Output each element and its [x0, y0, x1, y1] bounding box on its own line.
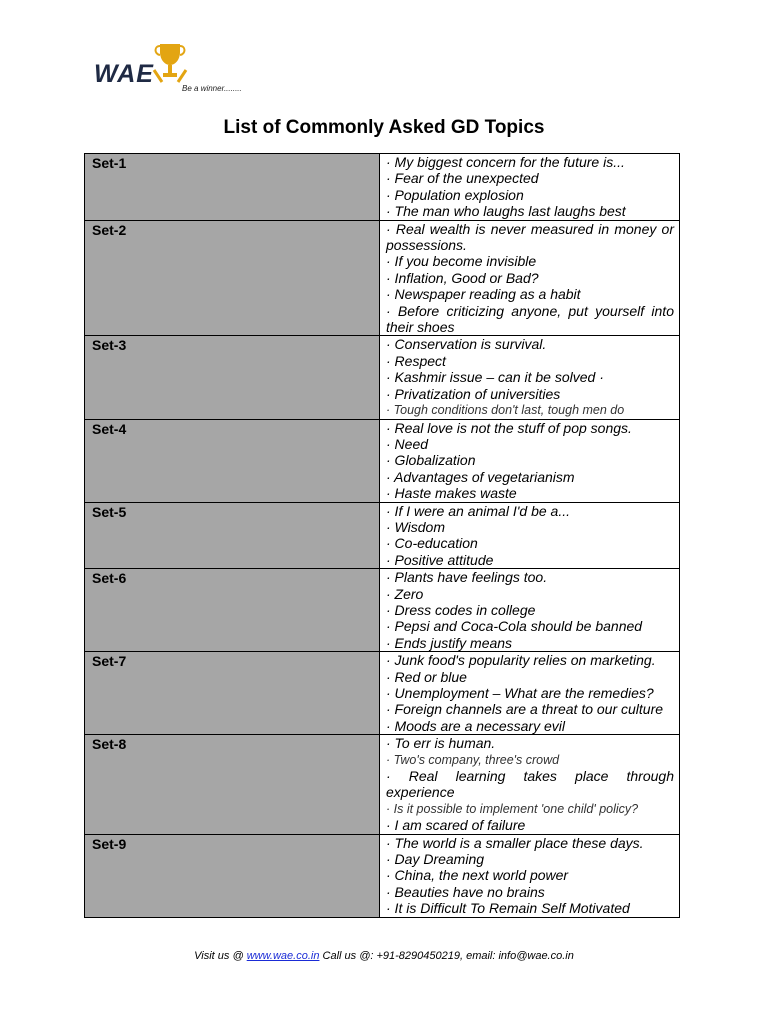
topic-item: · Globalization: [386, 452, 476, 469]
logo: [92, 40, 262, 100]
topic-item: · Kashmir issue – can it be solved ·: [386, 369, 604, 386]
page-title: List of Commonly Asked GD Topics: [223, 117, 545, 138]
topic-item: · Zero: [386, 585, 424, 602]
topic-item: · If you become invisible: [386, 253, 537, 270]
topic-item: · Positive attitude: [386, 551, 494, 568]
topic-item: · Advantages of vegetarianism: [386, 468, 575, 485]
set-row: [85, 652, 680, 735]
topic-item: · Pepsi and Coca-Cola should be banned: [386, 618, 643, 635]
topic-item: · Haste makes waste: [386, 485, 517, 502]
set-row: [85, 220, 680, 336]
topic-item: · Newspaper reading as a habit: [386, 286, 581, 303]
topic-item: · Tough conditions don't last, tough men do: [386, 403, 625, 418]
set-row: [85, 735, 680, 834]
set-label: Set-7: [85, 652, 380, 735]
topic-item: · To err is human.: [386, 735, 496, 752]
set-label: Set-2: [85, 220, 380, 336]
topic-item: · Red or blue: [386, 668, 467, 685]
topic-item: · Real wealth is never measured in money or possessions.: [386, 220, 674, 254]
logo-text: WAE: [94, 60, 154, 88]
set-label: Set-1: [85, 154, 380, 221]
footer-prefix: Visit us @: [194, 950, 247, 962]
topic-item: · My biggest concern for the future is...: [386, 154, 625, 170]
topic-item: · Moods are a necessary evil: [386, 717, 565, 734]
trophy-icon: [148, 40, 192, 88]
topic-item: · Day Dreaming: [386, 851, 485, 868]
set-row: [85, 154, 680, 221]
topic-item: · The man who laughs last laughs best: [386, 203, 626, 220]
topic-list: [380, 652, 680, 735]
topic-item: · Junk food's popularity relies on marketing.: [386, 652, 656, 669]
set-label: Set-9: [85, 834, 380, 917]
topic-item: · The world is a smaller place these days.: [386, 834, 644, 851]
set-row: [85, 336, 680, 419]
website-link[interactable]: www.wae.co.in: [246, 950, 320, 962]
topic-item: · Two's company, three's crowd: [386, 752, 560, 767]
footer: [0, 950, 768, 962]
topic-list: [380, 735, 680, 834]
set-row: [85, 419, 680, 502]
topic-item: · Respect: [386, 352, 446, 369]
topic-item: · Unemployment – What are the remedies?: [386, 685, 654, 701]
topic-list: [380, 336, 680, 419]
topic-item: · Need: [386, 435, 429, 452]
set-label: Set-8: [85, 735, 380, 834]
topics-table: [84, 153, 680, 918]
topic-item: · Foreign channels are a threat to our culture: [386, 701, 664, 718]
topic-list: [380, 569, 680, 652]
topic-item: · Population explosion: [386, 186, 524, 203]
logo-tagline: Be a winner........: [182, 84, 242, 93]
topic-item: · Privatization of universities: [386, 385, 561, 402]
topic-item: · Is it possible to implement 'one child' policy?: [386, 801, 639, 816]
topic-item: · Co-education: [386, 535, 478, 552]
set-label: Set-6: [85, 569, 380, 652]
topic-item: · I am scared of failure: [386, 817, 526, 834]
topic-list: [380, 154, 680, 221]
topic-item: · If I were an animal I'd be a...: [386, 502, 570, 519]
topic-item: · China, the next world power: [386, 867, 569, 884]
topic-list: [380, 419, 680, 502]
topic-item: · Inflation, Good or Bad?: [386, 269, 539, 286]
topic-list: [380, 834, 680, 917]
set-row: [85, 569, 680, 652]
topic-item: · Ends justify means: [386, 634, 513, 651]
topic-item: · Wisdom: [386, 518, 445, 535]
topic-list: [380, 220, 680, 336]
topic-item: · Beauties have no brains: [386, 883, 545, 900]
topic-item: · It is Difficult To Remain Self Motivated: [386, 900, 630, 917]
topic-list: [380, 502, 680, 569]
topic-item: · Real learning takes place through experience: [386, 768, 674, 801]
topic-item: · Fear of the unexpected: [386, 170, 539, 187]
topic-item: · Dress codes in college: [386, 601, 536, 618]
set-row: [85, 502, 680, 569]
set-label: Set-4: [85, 419, 380, 502]
footer-contact: Call us @: +91-8290450219, email: info@wae.co.in: [319, 950, 574, 962]
topic-item: · Conservation is survival.: [386, 336, 547, 353]
topic-item: · Real love is not the stuff of pop songs.: [386, 419, 632, 436]
topic-item: · Plants have feelings too.: [386, 569, 548, 586]
topic-item: · Before criticizing anyone, put yourself into their shoes: [386, 302, 674, 336]
set-row: [85, 834, 680, 917]
set-label: Set-3: [85, 336, 380, 419]
set-label: Set-5: [85, 502, 380, 569]
